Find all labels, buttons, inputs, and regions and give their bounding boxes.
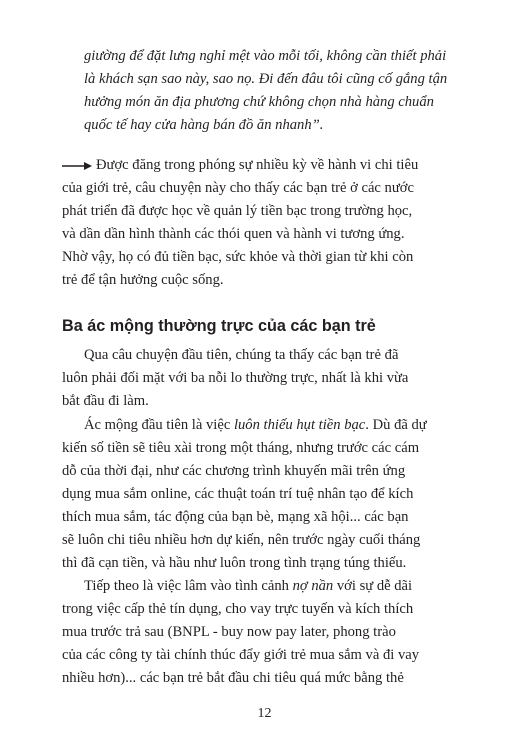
page-number: 12 <box>257 706 272 721</box>
emphasis-text: nợ nần <box>292 578 334 594</box>
body-line: mua trước trả sau (BNPL - buy now pay later, phong trào <box>62 624 396 640</box>
right-arrow-icon <box>62 160 92 172</box>
summary-line: Nhờ vậy, họ có đủ tiền bạc, sức khỏe và thời gian từ khi còn <box>62 249 414 265</box>
body-line: của các công ty tài chính thúc đẩy giới trẻ mua sắm và đi vay <box>62 647 420 663</box>
body-line: thích mua sắm, tác động của bạn bè, mạng xã hội... các bạn <box>62 509 409 525</box>
summary-line: của giới trẻ, câu chuyện này cho thấy các bạn trẻ ở các nước <box>62 180 414 196</box>
body-text: Ác mộng đầu tiên là việc <box>84 417 234 433</box>
body-line: thì đã cạn tiền, và hầu như luôn trong tình trạng túng thiếu. <box>62 555 407 571</box>
body-text: Tiếp theo là việc lâm vào tình cảnh <box>84 578 293 594</box>
summary-line: phát triển đã được học về quản lý tiền bạc trong trường học, <box>62 203 413 219</box>
body-line: bắt đầu đi làm. <box>62 393 149 409</box>
quote-line: hưởng món ăn địa phương chứ không chọn nhà hàng chuẩn <box>84 94 434 110</box>
summary-line: Được đăng trong phóng sự nhiều kỳ về hành vi chi tiêu <box>96 157 419 173</box>
emphasis-text: luôn thiếu hụt tiền bạc <box>233 417 366 433</box>
section-heading: Ba ác mộng thường trực của các bạn trẻ <box>62 317 376 335</box>
body-text: . Dù đã dự <box>365 417 427 433</box>
body-line: dỗ của thời đại, như các chương trình khuyến mãi trên ứng <box>62 463 406 479</box>
quote-line: giường để đặt lưng nghỉ mệt vào mỗi tối, không cần thiết phải <box>84 48 447 64</box>
body-line: dụng mua sắm online, các thuật toán trí tuệ nhân tạo để kích <box>62 486 414 502</box>
body-line <box>84 576 412 596</box>
quote-line: là khách sạn sao này, sao nọ. Đi đến đâu tôi cũng cố gắng tận <box>84 71 448 87</box>
body-line: sẽ luôn chi tiêu nhiều hơn dự kiến, nên trước ngày cuối tháng <box>62 532 421 548</box>
body-line: luôn phải đối mặt với ba nỗi lo thường trực, nhất là khi vừa <box>62 370 409 386</box>
body-line: trong việc cấp thẻ tín dụng, cho vay trực tuyến và kích thích <box>62 601 414 617</box>
body-line <box>84 415 427 435</box>
body-line: nhiều hơn)... các bạn trẻ bắt đầu chi tiêu quá mức bằng thẻ <box>62 670 404 686</box>
summary-line: trẻ để tận hưởng cuộc sống. <box>62 272 224 288</box>
body-line: kiến số tiền sẽ tiêu xài trong một tháng, nhưng trước các cám <box>62 440 420 456</box>
body-line: Qua câu chuyện đầu tiên, chúng ta thấy các bạn trẻ đã <box>84 347 399 363</box>
summary-line: và dần dần hình thành các thói quen và hành vi tương ứng. <box>62 226 405 242</box>
body-text: với sự dễ dãi <box>333 578 413 594</box>
quote-line: quốc tế hay cửa hàng bán đồ ăn nhanh”. <box>84 117 324 133</box>
